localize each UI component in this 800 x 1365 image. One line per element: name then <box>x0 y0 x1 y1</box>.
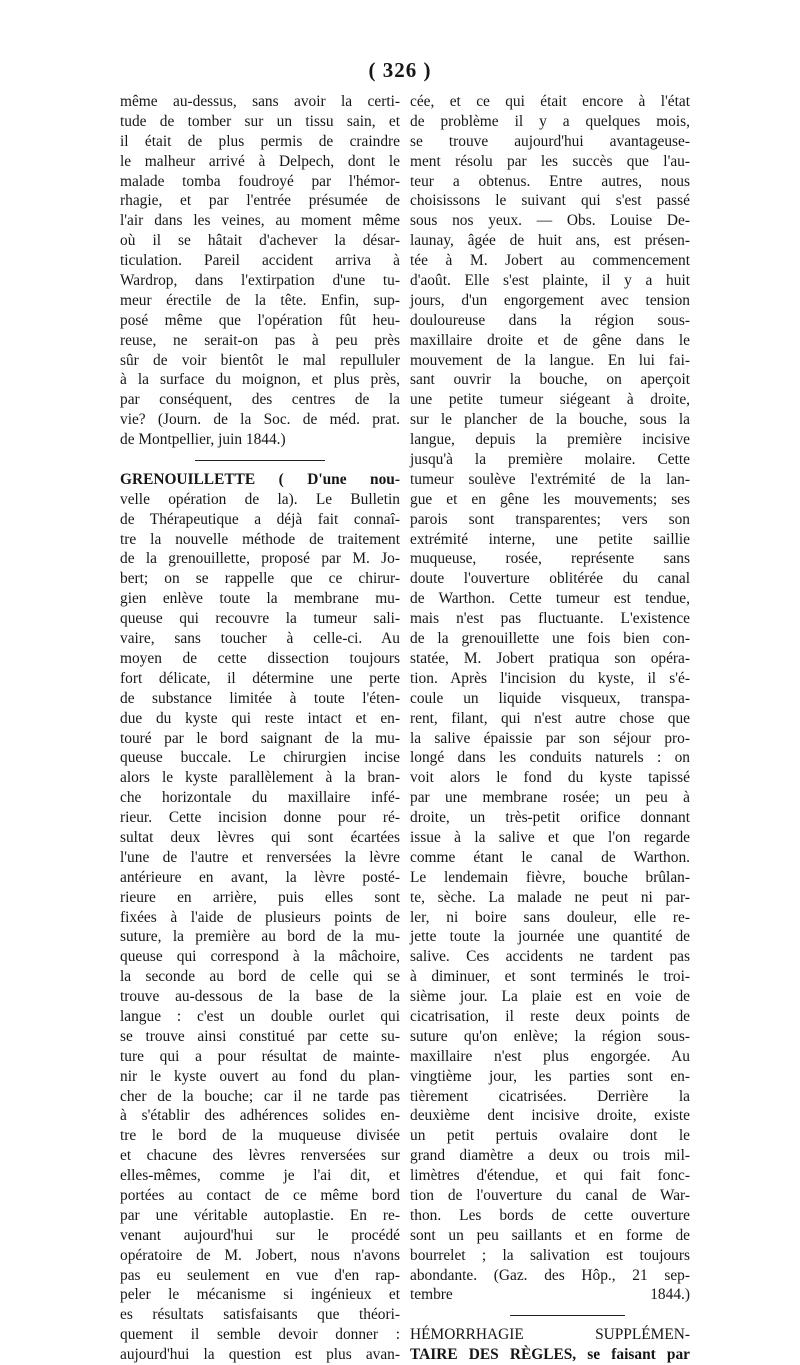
text-line: quement il semble devoir donner : <box>120 1326 400 1344</box>
text-line: la seconde au bord de celle qui se <box>120 968 400 986</box>
text-line: mouvement de la langue. En lui fai- <box>410 351 690 369</box>
text-line: de la grenouillette une fois bien con- <box>410 630 690 648</box>
text-line: un petit pertuis ovalaire dont le <box>410 1127 690 1145</box>
text-line: cée, et ce qui était encore à l'état <box>410 93 690 110</box>
section-divider <box>120 450 400 470</box>
section-divider <box>410 1305 690 1325</box>
text-line: choisissons le suivant qui s'est passé <box>410 192 690 210</box>
text-line: issue à la salive et que l'on regarde <box>410 828 690 846</box>
text-line: se trouve ainsi constitué par cette su- <box>120 1027 400 1045</box>
text-line: grand diamètre a deux ou trois mil- <box>410 1147 690 1165</box>
text-line: queuse buccale. Le chirurgien incise <box>120 749 400 767</box>
text-line: malade tomba foudroyé par l'hémor- <box>120 172 400 190</box>
text-line: tée à M. Jobert au commencement <box>410 252 690 270</box>
right-column <box>410 92 690 1365</box>
text-line: tre la nouvelle méthode de traitement <box>120 530 400 548</box>
text-line: extrémité interne, une petite saillie <box>410 530 690 548</box>
text-line: deuxième dent incisive droite, existe <box>410 1107 690 1125</box>
text-line: HÉMORRHAGIE SUPPLÉMEN- <box>410 1326 690 1344</box>
text-line: l'air dans les veines, au moment même <box>120 212 400 230</box>
text-line: sultat deux lèvres qui sont écartées <box>120 828 400 846</box>
text-line: statée, M. Jobert pratiqua son opéra- <box>410 649 690 667</box>
text-line: bert; on se rappelle que ce chirur- <box>120 570 400 588</box>
text-line: te, sèche. La malade ne peut ni par- <box>410 888 690 906</box>
text-line: salive. Ces accidents ne tardent pas <box>410 948 690 966</box>
text-line: che horizontale du maxillaire infé- <box>120 789 400 807</box>
text-line: due du kyste qui reste intact et en- <box>120 709 400 727</box>
text-line: par conséquent, des centres de la <box>120 391 400 409</box>
text-line: nir le kyste ouvert au fond du plan- <box>120 1067 400 1085</box>
text-line: rieure en arrière, puis elles sont <box>120 888 400 906</box>
text-line: touré par le bord saignant de la mu- <box>120 729 400 747</box>
text-line: vingtième jour, les parties sont en- <box>410 1067 690 1085</box>
text-line: parois sont transparentes; vers son <box>410 510 690 528</box>
text-line: sûr de voir bientôt le mal repulluler <box>120 351 400 369</box>
text-line: une petite tumeur siégeant à droite, <box>410 391 690 409</box>
text-line: rent, filant, qui n'est autre chose que <box>410 709 690 727</box>
text-line: es résultats satisfaisants que théori- <box>120 1306 400 1324</box>
text-line: vie? (Journ. de la Soc. de méd. prat. <box>120 411 400 429</box>
text-line: suture, la première au bord de la mu- <box>120 928 400 946</box>
text-line: ler, ni boire sans douleur, elle re- <box>410 908 690 926</box>
text-line: langue : c'est un double ourlet qui <box>120 1007 400 1025</box>
text-line: moyen de cette dissection toujours <box>120 649 400 667</box>
text-line: abondante. (Gaz. des Hôp., 21 sep- <box>410 1266 690 1284</box>
text-line: tumeur soulève l'extrémité de la lan- <box>410 470 690 488</box>
text-line: où il se hâtait d'achever la désar- <box>120 232 400 250</box>
text-line: se trouve aujourd'hui avantageuse- <box>410 132 690 150</box>
page-number: ( 326 ) <box>368 58 432 82</box>
text-line: doute l'ouverture oblitérée du canal <box>410 570 690 588</box>
text-line: fixées à l'aide de plusieurs points de <box>120 908 400 926</box>
text-line: il était de plus permis de craindre <box>120 132 400 150</box>
text-line: voit alors le fond du kyste tapissé <box>410 769 690 787</box>
text-line: par une membrane rosée; un peu à <box>410 789 690 807</box>
text-line: teur a obtenus. Entre autres, nous <box>410 172 690 190</box>
text-line: ture qui a pour résultat de mainte- <box>120 1047 400 1065</box>
text-line: TAIRE DES RÈGLES, se faisant par <box>410 1346 690 1364</box>
text-line: le malheur arrivé à Delpech, dont le <box>120 152 400 170</box>
text-line: sont un peu saillants et en forme de <box>410 1226 690 1244</box>
text-line: mais n'est pas fluctuante. L'existence <box>410 610 690 628</box>
text-line: meur érectile de la tête. Enfin, sup- <box>120 291 400 309</box>
text-line: GRENOUILLETTE ( D'une nou- <box>120 470 400 488</box>
text-line: d'août. Elle s'est plainte, il y a huit <box>410 272 690 290</box>
text-line: opératoire de M. Jobert, nous n'avons <box>120 1246 400 1264</box>
text-line: tude de tomber sur un tissu sain, et <box>120 112 400 130</box>
text-line: jette toute la journée une quantité de <box>410 928 690 946</box>
text-line: de Warthon. Cette tumeur est tendue, <box>410 590 690 608</box>
text-line: par une véritable autoplastie. En re- <box>120 1206 400 1224</box>
text-line: et chacune des lèvres renversées sur <box>120 1147 400 1165</box>
text-line: thon. Les bords de cette ouverture <box>410 1206 690 1224</box>
text-line: Wardrop, dans l'extirpation d'une tu- <box>120 272 400 290</box>
text-line: langue, depuis la première incisive <box>410 431 690 449</box>
text-line: de la grenouillette, proposé par M. Jo- <box>120 550 400 568</box>
text-line: maxillaire n'est plus engorgée. Au <box>410 1047 690 1065</box>
text-line: l'une de l'autre et renversées la lèvre <box>120 848 400 866</box>
text-line: comme étant le canal de Warthon. <box>410 848 690 866</box>
text-line: peler le mécanisme si ingénieux et <box>120 1286 400 1304</box>
text-line: rhagie, et par l'entrée présumée de <box>120 192 400 210</box>
text-line: alors le kyste parallèlement à la bran- <box>120 769 400 787</box>
text-line: jours, d'un engorgement avec tension <box>410 291 690 309</box>
text-line: de Montpellier, juin 1844.) <box>120 431 286 449</box>
text-line: la salive épaissie par son séjour pro- <box>410 729 690 747</box>
text-line: tion de l'ouverture du canal de War- <box>410 1186 690 1204</box>
text-line: queuse qui correspond à la mâchoire, <box>120 948 400 966</box>
text-line: gien enlève toute la membrane mu- <box>120 590 400 608</box>
text-line: posé même que l'opération fût heu- <box>120 311 400 329</box>
text-line: gue et en gêne les mouvements; ses <box>410 490 690 508</box>
text-line: à diminuer, et sont terminés le troi- <box>410 968 690 986</box>
text-line: sur le plancher de la bouche, sous la <box>410 411 690 429</box>
text-line: coule un liquide visqueux, transpa- <box>410 689 690 707</box>
text-line: maxillaire droite et de gêne dans le <box>410 331 690 349</box>
text-line: de substance limitée à toute l'éten- <box>120 689 400 707</box>
text-line: launay, âgée de huit ans, est présen- <box>410 232 690 250</box>
text-line: fort délicate, il détermine une perte <box>120 669 400 687</box>
text-line: venant aujourd'hui sur le procédé <box>120 1226 400 1244</box>
text-line: antérieure en avant, la lèvre posté- <box>120 868 400 886</box>
text-line: tion. Après l'incision du kyste, il s'é- <box>410 669 690 687</box>
text-line: de Thérapeutique a déjà fait connaî- <box>120 510 400 528</box>
text-line: cher de la bouche; car il ne tarde pas <box>120 1087 400 1105</box>
text-line: à la surface du moignon, et plus près, <box>120 371 400 389</box>
text-line: sous nos yeux. — Obs. Louise De- <box>410 212 690 230</box>
text-line: limètres d'étendue, et qui fait fonc- <box>410 1167 690 1185</box>
left-column <box>120 92 400 1365</box>
text-line: queuse qui recouvre la tumeur sali- <box>120 610 400 628</box>
text-line: de problème il y a quelques mois, <box>410 112 690 130</box>
text-line: même au-dessus, sans avoir la certi- <box>120 93 400 110</box>
text-line: aujourd'hui la question est plus avan- <box>120 1346 400 1364</box>
text-line: sième jour. La plaie est en voie de <box>410 988 690 1006</box>
text-line: longé dans les conduits naturels : on <box>410 749 690 767</box>
text-line: muqueuse, rosée, représente sans <box>410 550 690 568</box>
text-line: suture qu'on enlève; la région sous- <box>410 1027 690 1045</box>
text-line: droite, un très-petit orifice donnant <box>410 809 690 827</box>
text-line: portées au contact de ce même bord <box>120 1186 400 1204</box>
text-line: tièrement cicatrisées. Derrière la <box>410 1087 690 1105</box>
text-line: reuse, ne serait-on pas à peu près <box>120 331 400 349</box>
text-line: sant ouvrir la bouche, on aperçoit <box>410 371 690 389</box>
text-line: douloureuse dans la région sous- <box>410 311 690 329</box>
text-line: velle opération de la). Le Bulletin <box>120 490 400 508</box>
text-line: ment résolu par les succès que l'au- <box>410 152 690 170</box>
text-line: tembre 1844.) <box>410 1286 690 1304</box>
text-line: bourrelet ; la salivation est toujours <box>410 1246 690 1264</box>
text-line: tre le bord de la muqueuse divisée <box>120 1127 400 1145</box>
text-line: rieur. Cette incision donne pour ré- <box>120 809 400 827</box>
text-line: ticulation. Pareil accident arriva à <box>120 252 400 270</box>
text-line: Le lendemain fièvre, bouche brûlan- <box>410 868 690 886</box>
text-line: pas eu seulement en vue d'en rap- <box>120 1266 400 1284</box>
text-line: jusqu'à la première molaire. Cette <box>410 451 690 469</box>
text-line: elles-mêmes, comme je l'ai dit, et <box>120 1167 400 1185</box>
text-line: à s'établir des adhérences solides en- <box>120 1107 400 1125</box>
text-line: trouve au-dessous de la base de la <box>120 988 400 1006</box>
text-line: cicatrisation, il reste deux points de <box>410 1007 690 1025</box>
text-line: vaire, sans toucher à celle-ci. Au <box>120 630 400 648</box>
